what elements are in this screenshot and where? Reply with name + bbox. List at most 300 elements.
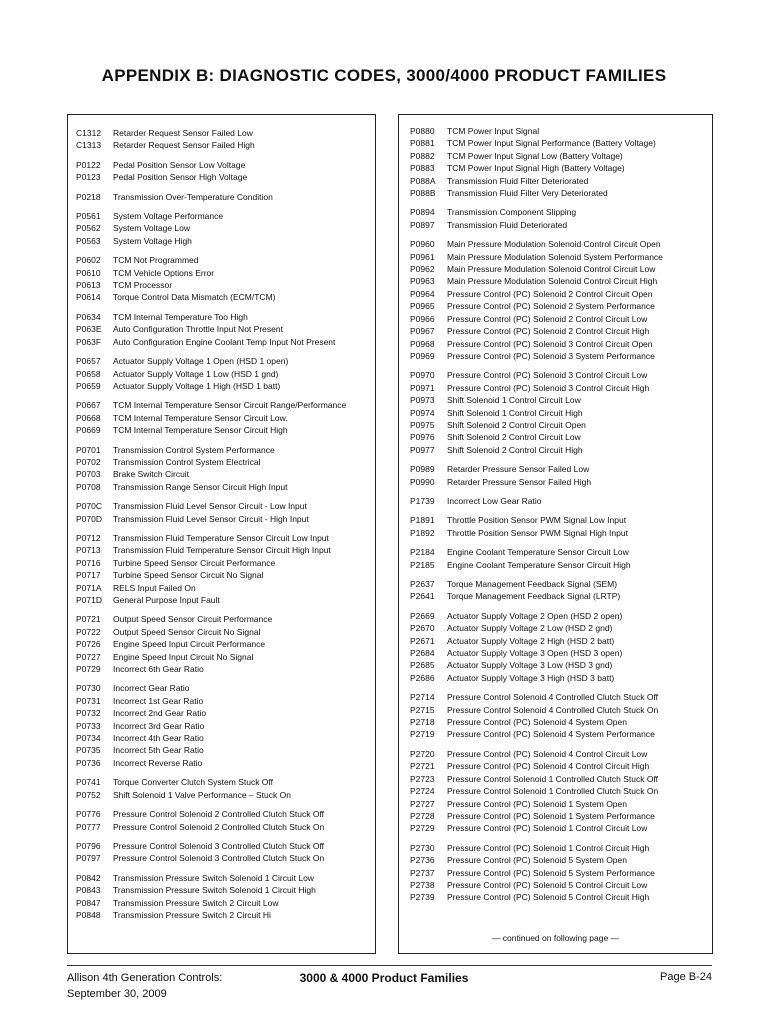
diagnostic-code: P0971 xyxy=(410,382,435,393)
code-group xyxy=(410,578,712,603)
diagnostic-code: P088A xyxy=(410,175,436,186)
right-code-column xyxy=(398,114,713,954)
code-row xyxy=(410,559,712,571)
code-description: Actuator Supply Voltage 2 High (HSD 2 batt) xyxy=(447,635,615,646)
code-description: Incorrect 1st Gear Ratio xyxy=(113,695,204,706)
code-description: Incorrect 3rd Gear Ratio xyxy=(113,720,205,731)
code-row xyxy=(76,171,375,183)
diagnostic-code: P070C xyxy=(76,501,102,512)
footer-divider xyxy=(67,965,712,966)
code-row xyxy=(410,313,712,325)
code-row xyxy=(410,622,712,634)
code-row xyxy=(76,191,375,203)
code-description: TCM Processor xyxy=(113,280,173,291)
code-description: Transmission Pressure Switch 2 Circuit Low xyxy=(113,897,279,908)
diagnostic-code: P2715 xyxy=(410,704,435,715)
code-row xyxy=(76,544,375,556)
code-description: Shift Solenoid 2 Control Circuit Open xyxy=(447,419,586,430)
code-description: Turbine Speed Sensor Circuit Performance xyxy=(113,557,276,568)
code-row xyxy=(76,852,375,864)
code-group xyxy=(76,127,375,152)
code-row xyxy=(410,350,712,362)
code-description: Pressure Control (PC) Solenoid 5 Control Circuit Low xyxy=(447,879,648,890)
diagnostic-code: P0974 xyxy=(410,407,435,418)
code-description: Brake Switch Circuit xyxy=(113,469,190,480)
code-description: Torque Control Data Mismatch (ECM/TCM) xyxy=(113,292,276,303)
code-description: Main Pressure Modulation Solenoid Control Circuit Low xyxy=(447,264,656,275)
code-row xyxy=(76,267,375,279)
code-description: Pedal Position Sensor Low Voltage xyxy=(113,159,246,170)
code-row xyxy=(76,707,375,719)
code-description: Pressure Control (PC) Solenoid 4 System Open xyxy=(447,717,627,728)
code-group xyxy=(410,238,712,362)
code-description: TCM Internal Temperature Sensor Circuit High xyxy=(113,425,288,436)
page-title: APPENDIX B: DIAGNOSTIC CODES, 3000/4000 PRODUCT FAMILIES xyxy=(101,66,667,85)
diagnostic-code: P088B xyxy=(410,188,436,199)
code-row xyxy=(76,569,375,581)
code-description: Engine Coolant Temperature Sensor Circuit Low xyxy=(447,547,629,558)
code-row xyxy=(76,513,375,525)
diagnostic-code: P2637 xyxy=(410,579,435,589)
code-description: Pressure Control Solenoid 2 Controlled Clutch Stuck On xyxy=(113,821,325,832)
diagnostic-code: P0969 xyxy=(410,350,435,361)
code-description: Retarder Request Sensor Failed High xyxy=(113,140,255,151)
code-group xyxy=(410,546,712,571)
code-row xyxy=(410,691,712,703)
code-description: Pressure Control (PC) Solenoid 2 System Performance xyxy=(447,301,655,312)
code-row xyxy=(410,822,712,834)
diagnostic-code: P0634 xyxy=(76,311,101,322)
code-description: Pressure Control Solenoid 1 Controlled Clutch Stuck On xyxy=(447,786,659,797)
diagnostic-code: P0977 xyxy=(410,444,435,455)
code-description: Transmission Control System Electrical xyxy=(113,456,261,467)
diagnostic-code: P0701 xyxy=(76,444,101,455)
code-row xyxy=(76,897,375,909)
code-row xyxy=(410,546,712,558)
code-group xyxy=(410,691,712,741)
diagnostic-code: P2721 xyxy=(410,761,435,772)
diagnostic-code: P2641 xyxy=(410,591,435,602)
diagnostic-code: P1739 xyxy=(410,495,435,506)
diagnostic-code: P0610 xyxy=(76,267,101,278)
diagnostic-code: P2718 xyxy=(410,717,435,728)
code-row xyxy=(76,210,375,222)
diagnostic-code: P0777 xyxy=(76,821,101,832)
diagnostic-code: P0657 xyxy=(76,356,101,367)
code-row xyxy=(76,840,375,852)
code-description: Output Speed Sensor Circuit Performance xyxy=(113,614,273,625)
code-row xyxy=(76,682,375,694)
code-description: Pressure Control (PC) Solenoid 2 Control Circuit Low xyxy=(447,313,648,324)
diagnostic-code: P0847 xyxy=(76,897,101,908)
code-row xyxy=(410,704,712,716)
code-description: Pressure Control Solenoid 4 Controlled Clutch Stuck On xyxy=(447,704,659,715)
code-group xyxy=(410,369,712,456)
code-description: Torque Converter Clutch System Stuck Off xyxy=(113,777,273,788)
code-row xyxy=(410,238,712,250)
code-row xyxy=(76,557,375,569)
code-description: Pressure Control (PC) Solenoid 1 System Performance xyxy=(447,810,655,821)
code-row xyxy=(76,456,375,468)
code-row xyxy=(410,578,712,590)
diagnostic-code: P0667 xyxy=(76,400,101,411)
diagnostic-code: P1891 xyxy=(410,515,435,526)
code-description: Transmission Range Sensor Circuit High Input xyxy=(113,481,288,492)
diagnostic-code: P0973 xyxy=(410,395,435,406)
diagnostic-code: P070D xyxy=(76,513,102,524)
code-group xyxy=(410,463,712,488)
code-row xyxy=(410,842,712,854)
code-group xyxy=(76,808,375,833)
code-row xyxy=(76,720,375,732)
code-group xyxy=(76,311,375,348)
code-row xyxy=(410,288,712,300)
code-row xyxy=(76,222,375,234)
diagnostic-code: P0990 xyxy=(410,476,435,487)
code-group xyxy=(76,500,375,525)
code-description: Pressure Control (PC) Solenoid 4 Control Circuit Low xyxy=(447,748,648,759)
diagnostic-code: P0712 xyxy=(76,532,101,543)
code-description: TCM Vehicle Options Error xyxy=(113,267,215,278)
code-row xyxy=(410,748,712,760)
diagnostic-code: P0970 xyxy=(410,370,435,381)
code-description: Pressure Control (PC) Solenoid 4 Control Circuit High xyxy=(447,761,650,772)
code-row xyxy=(76,279,375,291)
code-description: Shift Solenoid 1 Valve Performance – Stuck On xyxy=(113,789,291,800)
code-row xyxy=(410,137,712,149)
diagnostic-code: P2723 xyxy=(410,773,435,784)
code-description: Throttle Position Sensor PWM Signal High Input xyxy=(447,527,628,538)
code-description: TCM Power Input Signal Performance (Battery Voltage) xyxy=(447,138,656,149)
code-description: Main Pressure Modulation Solenoid System Performance xyxy=(447,251,663,262)
diagnostic-code: P063F xyxy=(76,336,102,347)
code-description: Pressure Control (PC) Solenoid 5 System Performance xyxy=(447,867,655,878)
code-row xyxy=(410,728,712,740)
code-group xyxy=(76,532,375,606)
code-row xyxy=(76,355,375,367)
diagnostic-code: P0733 xyxy=(76,720,101,731)
diagnostic-code: P0776 xyxy=(76,809,101,820)
code-description: Torque Management Feedback Signal (SEM) xyxy=(447,579,618,589)
code-description: Transmission Fluid Temperature Sensor Circuit High Input xyxy=(113,545,331,556)
code-group xyxy=(76,613,375,675)
diagnostic-code: P0717 xyxy=(76,570,101,581)
diagnostic-code: P2729 xyxy=(410,823,435,834)
code-row xyxy=(410,162,712,174)
code-row xyxy=(410,891,712,903)
diagnostic-code: P0966 xyxy=(410,313,435,324)
code-row xyxy=(410,219,712,231)
code-description: Pressure Control Solenoid 1 Controlled Clutch Stuck Off xyxy=(447,773,659,784)
code-description: Engine Speed Input Circuit Performance xyxy=(113,639,266,650)
code-description: Transmission Fluid Filter Deteriorated xyxy=(447,175,589,186)
code-row xyxy=(410,495,712,507)
diagnostic-code: P0614 xyxy=(76,292,101,303)
diagnostic-code: P0881 xyxy=(410,138,435,149)
diagnostic-code: P2719 xyxy=(410,729,435,740)
code-description: Transmission Fluid Temperature Sensor Circuit Low Input xyxy=(113,532,329,543)
code-row xyxy=(76,909,375,921)
code-row xyxy=(76,663,375,675)
code-row xyxy=(76,532,375,544)
code-row xyxy=(76,368,375,380)
code-row xyxy=(410,175,712,187)
code-row xyxy=(410,431,712,443)
code-row xyxy=(410,275,712,287)
code-group xyxy=(76,191,375,203)
code-row xyxy=(76,582,375,594)
diagnostic-code: P0731 xyxy=(76,695,101,706)
diagnostic-code: P2670 xyxy=(410,623,435,634)
code-description: Incorrect 6th Gear Ratio xyxy=(113,664,204,675)
code-row xyxy=(76,789,375,801)
diagnostic-code: P0842 xyxy=(76,872,101,883)
diagnostic-code: P0965 xyxy=(410,301,435,312)
code-description: Actuator Supply Voltage 3 Open (HSD 3 open) xyxy=(447,648,623,659)
code-row xyxy=(76,444,375,456)
code-row xyxy=(76,808,375,820)
diagnostic-code: P0752 xyxy=(76,789,101,800)
code-row xyxy=(76,235,375,247)
code-row xyxy=(410,394,712,406)
code-row xyxy=(410,338,712,350)
diagnostic-code: P2671 xyxy=(410,635,435,646)
diagnostic-code: P0962 xyxy=(410,264,435,275)
code-description: Incorrect 4th Gear Ratio xyxy=(113,733,204,744)
code-description: Pressure Control (PC) Solenoid 3 System Performance xyxy=(447,350,655,361)
diagnostic-code: P071A xyxy=(76,582,102,593)
diagnostic-code: P2737 xyxy=(410,867,435,878)
code-row xyxy=(76,744,375,756)
code-group xyxy=(410,842,712,904)
code-row xyxy=(410,879,712,891)
diagnostic-code: P0122 xyxy=(76,159,101,170)
code-row xyxy=(410,125,712,137)
code-row xyxy=(410,773,712,785)
code-description: Pressure Control (PC) Solenoid 3 Control Circuit Low xyxy=(447,370,648,381)
diagnostic-code: P2685 xyxy=(410,660,435,671)
diagnostic-code: P0726 xyxy=(76,639,101,650)
code-description: Retarder Pressure Sensor Failed High xyxy=(447,476,592,487)
footer-page-number: Page B-24 xyxy=(660,971,712,983)
code-group xyxy=(76,254,375,304)
code-row xyxy=(410,527,712,539)
diagnostic-code: P0721 xyxy=(76,614,101,625)
code-description: Incorrect 2nd Gear Ratio xyxy=(113,708,207,719)
diagnostic-code: P0563 xyxy=(76,235,101,246)
code-row xyxy=(76,399,375,411)
diagnostic-code: P0562 xyxy=(76,223,101,234)
diagnostic-code: P0796 xyxy=(76,840,101,851)
code-description: TCM Internal Temperature Too High xyxy=(113,311,248,322)
diagnostic-code: P0716 xyxy=(76,557,101,568)
code-description: Engine Coolant Temperature Sensor Circuit High xyxy=(447,559,631,570)
code-row xyxy=(410,263,712,275)
code-row xyxy=(76,872,375,884)
code-description: Torque Management Feedback Signal (LRTP) xyxy=(447,591,621,602)
code-description: Pressure Control (PC) Solenoid 1 Control Circuit Low xyxy=(447,823,648,834)
diagnostic-code: P0218 xyxy=(76,191,101,202)
code-row xyxy=(410,150,712,162)
code-description: Pressure Control (PC) Solenoid 3 Control Circuit Open xyxy=(447,338,653,349)
code-description: Incorrect 5th Gear Ratio xyxy=(113,745,204,756)
diagnostic-code: P0897 xyxy=(410,219,435,230)
code-description: Transmission Fluid Level Sensor Circuit - High Input xyxy=(113,513,309,524)
continued-note: — continued on following page — xyxy=(491,933,620,943)
code-group xyxy=(410,206,712,231)
code-description: Transmission Over-Temperature Condition xyxy=(113,191,273,202)
code-description: Transmission Fluid Level Sensor Circuit - Low Input xyxy=(113,501,307,512)
diagnostic-code: P2727 xyxy=(410,798,435,809)
diagnostic-code: P0668 xyxy=(76,412,101,423)
diagnostic-code: P0561 xyxy=(76,211,101,222)
code-description: Pressure Control (PC) Solenoid 1 Control Circuit High xyxy=(447,842,650,853)
code-row xyxy=(410,419,712,431)
code-row xyxy=(410,672,712,684)
code-row xyxy=(76,594,375,606)
diagnostic-code: P0848 xyxy=(76,909,101,920)
code-row xyxy=(410,854,712,866)
code-description: Transmission Component Slipping xyxy=(447,207,577,218)
code-description: Pressure Control Solenoid 4 Controlled Clutch Stuck Off xyxy=(447,692,659,703)
code-description: Turbine Speed Sensor Circuit No Signal xyxy=(113,570,264,581)
code-description: Throttle Position Sensor PWM Signal Low Input xyxy=(447,515,627,526)
code-row xyxy=(410,798,712,810)
code-group xyxy=(76,444,375,494)
code-description: Transmission Pressure Switch 2 Circuit Hi xyxy=(113,909,271,920)
code-row xyxy=(76,254,375,266)
diagnostic-code: P0729 xyxy=(76,664,101,675)
code-description: Actuator Supply Voltage 3 Low (HSD 3 gnd) xyxy=(447,660,613,671)
code-row xyxy=(410,810,712,822)
diagnostic-code: P0669 xyxy=(76,425,101,436)
code-description: Shift Solenoid 2 Control Circuit Low xyxy=(447,432,581,443)
diagnostic-code: P0708 xyxy=(76,481,101,492)
code-description: System Voltage Performance xyxy=(113,211,224,222)
code-row xyxy=(76,336,375,348)
diagnostic-code: P0659 xyxy=(76,380,101,391)
code-description: Pressure Control (PC) Solenoid 5 System Open xyxy=(447,855,627,866)
diagnostic-code: P2714 xyxy=(410,692,435,703)
code-description: Incorrect Gear Ratio xyxy=(113,683,190,694)
code-row xyxy=(410,785,712,797)
diagnostic-code: P0702 xyxy=(76,456,101,467)
code-description: TCM Internal Temperature Sensor Circuit Range/Performance xyxy=(113,400,347,411)
code-row xyxy=(410,590,712,602)
diagnostic-code: P0894 xyxy=(410,207,435,218)
code-description: Transmission Fluid Filter Very Deteriorated xyxy=(447,188,608,199)
code-row xyxy=(76,424,375,436)
code-group xyxy=(410,125,712,199)
code-row xyxy=(76,695,375,707)
code-row xyxy=(410,300,712,312)
diagnostic-code: P0880 xyxy=(410,126,435,136)
code-row xyxy=(76,613,375,625)
diagnostic-code: P071D xyxy=(76,595,102,605)
diagnostic-code: P0727 xyxy=(76,651,101,662)
diagnostic-code: P0989 xyxy=(410,464,435,475)
diagnostic-code: C1312 xyxy=(76,128,102,138)
left-code-column xyxy=(67,114,376,954)
code-group xyxy=(76,872,375,922)
code-description: Main Pressure Modulation Solenoid Control Circuit High xyxy=(447,276,658,287)
code-group xyxy=(410,495,712,507)
code-group xyxy=(76,682,375,769)
code-group xyxy=(410,610,712,684)
code-row xyxy=(410,407,712,419)
code-row xyxy=(410,760,712,772)
diagnostic-code: C1313 xyxy=(76,140,102,151)
code-description: Retarder Pressure Sensor Failed Low xyxy=(447,464,590,475)
diagnostic-code: P0967 xyxy=(410,326,435,337)
code-description: Incorrect Reverse Ratio xyxy=(113,757,203,768)
diagnostic-code: P0732 xyxy=(76,708,101,719)
code-row xyxy=(76,651,375,663)
diagnostic-code: P0713 xyxy=(76,545,101,556)
code-description: Actuator Supply Voltage 1 Low (HSD 1 gnd) xyxy=(113,368,279,379)
code-row xyxy=(410,716,712,728)
diagnostic-code: P2686 xyxy=(410,672,435,683)
code-row xyxy=(410,369,712,381)
code-description: Output Speed Sensor Circuit No Signal xyxy=(113,626,261,637)
code-group xyxy=(76,159,375,184)
diagnostic-code: P0736 xyxy=(76,757,101,768)
code-description: RELS Input Failed On xyxy=(113,582,196,593)
diagnostic-code: P0741 xyxy=(76,777,101,788)
code-row xyxy=(410,635,712,647)
code-description: Pedal Position Sensor High Voltage xyxy=(113,172,248,183)
code-row xyxy=(76,468,375,480)
footer-product-line: Allison 4th Generation Controls: xyxy=(67,972,223,984)
diagnostic-code: P0843 xyxy=(76,885,101,896)
code-description: TCM Power Input Signal High (Battery Voltage) xyxy=(447,163,625,174)
code-row xyxy=(76,500,375,512)
diagnostic-code: P0703 xyxy=(76,469,101,480)
code-description: Main Pressure Modulation Solenoid Control Circuit Open xyxy=(447,239,661,250)
code-description: Shift Solenoid 1 Control Circuit Low xyxy=(447,395,581,406)
code-description: Shift Solenoid 1 Control Circuit High xyxy=(447,407,583,418)
diagnostic-code: P0658 xyxy=(76,368,101,379)
diagnostic-code: P0734 xyxy=(76,733,101,744)
code-row xyxy=(76,311,375,323)
code-description: System Voltage Low xyxy=(113,223,191,234)
diagnostic-code: P0797 xyxy=(76,853,101,864)
code-row xyxy=(410,325,712,337)
diagnostic-code: P0123 xyxy=(76,172,101,183)
code-description: TCM Power Input Signal xyxy=(447,126,540,136)
code-row xyxy=(410,463,712,475)
code-description: Shift Solenoid 2 Control Circuit High xyxy=(447,444,583,455)
code-group xyxy=(76,355,375,392)
code-description: Pressure Control Solenoid 3 Controlled Clutch Stuck On xyxy=(113,853,325,864)
code-description: Auto Configuration Engine Coolant Temp Input Not Present xyxy=(113,336,336,347)
diagnostic-code: P2684 xyxy=(410,648,435,659)
code-group xyxy=(76,399,375,436)
diagnostic-code: P0963 xyxy=(410,276,435,287)
code-row xyxy=(76,732,375,744)
diagnostic-code: P2669 xyxy=(410,610,435,621)
code-description: Pressure Control (PC) Solenoid 5 Control Circuit High xyxy=(447,892,650,903)
code-row xyxy=(76,884,375,896)
code-row xyxy=(410,610,712,622)
footer-center-title: 3000 & 4000 Product Families xyxy=(299,971,469,985)
diagnostic-code: P2738 xyxy=(410,879,435,890)
diagnostic-code: P2728 xyxy=(410,810,435,821)
code-row xyxy=(410,647,712,659)
code-row xyxy=(76,291,375,303)
code-group xyxy=(410,514,712,539)
code-description: TCM Power Input Signal Low (Battery Voltage) xyxy=(447,150,623,161)
